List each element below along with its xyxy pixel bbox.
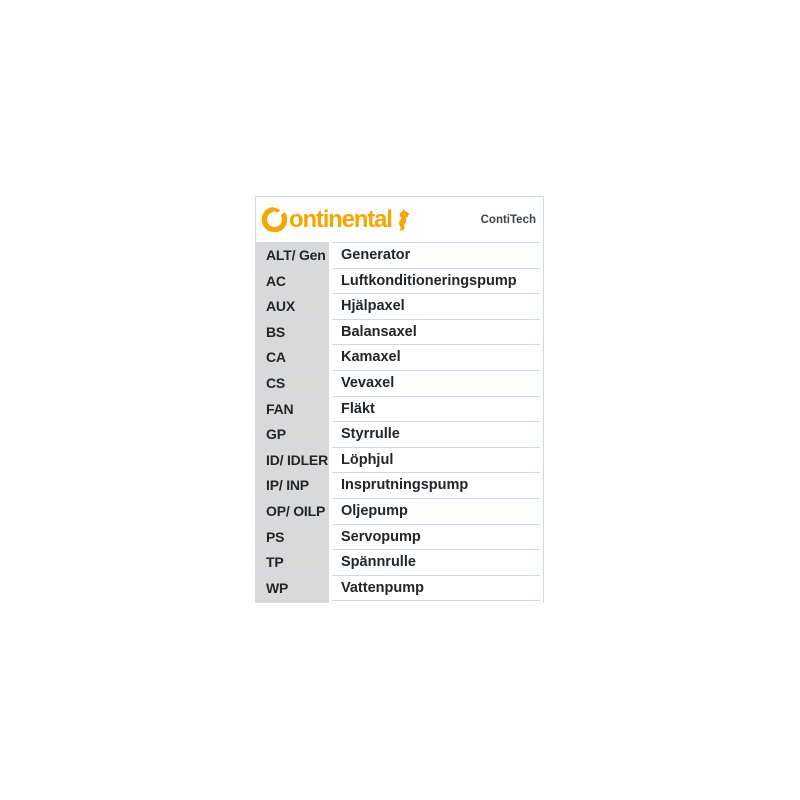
abbr-cell: PS — [256, 524, 329, 550]
abbr-cell: CS — [256, 370, 329, 396]
table-row — [256, 524, 543, 550]
description-cell: Styrrulle — [332, 421, 540, 447]
description-cell: Oljepump — [332, 498, 540, 524]
description-cell: Vevaxel — [332, 370, 540, 396]
legend-rows — [256, 242, 543, 600]
table-row — [256, 344, 543, 370]
description-cell: Insprutningspump — [332, 472, 540, 498]
table-row — [256, 293, 543, 319]
abbreviation-legend-table — [255, 196, 544, 603]
description-cell: Löphjul — [332, 447, 540, 473]
abbr-cell: IP/ INP — [256, 472, 329, 498]
abbr-cell: OP/ OILP — [256, 498, 329, 524]
legend-header — [256, 197, 543, 242]
table-row — [256, 549, 543, 575]
description-cell: Balansaxel — [332, 319, 540, 345]
table-row — [256, 396, 543, 422]
table-row — [256, 242, 543, 268]
table-row — [256, 421, 543, 447]
table-row — [256, 447, 543, 473]
abbr-cell: AC — [256, 268, 329, 294]
description-cell: Fläkt — [332, 396, 540, 422]
table-row — [256, 472, 543, 498]
abbr-cell: ID/ IDLER — [256, 447, 329, 473]
table-row — [256, 370, 543, 396]
table-row — [256, 319, 543, 345]
description-cell: Spännrulle — [332, 549, 540, 575]
description-cell: Luftkonditioneringspump — [332, 268, 540, 294]
abbr-cell: ALT/ Gen — [256, 242, 329, 268]
description-cell: Vattenpump — [332, 575, 540, 601]
abbr-cell: WP — [256, 575, 329, 601]
description-cell: Generator — [332, 242, 540, 268]
table-row — [256, 498, 543, 524]
table-row — [256, 575, 543, 601]
abbr-cell: BS — [256, 319, 329, 345]
continental-c-ring-icon — [261, 206, 288, 233]
description-cell: Hjälpaxel — [332, 293, 540, 319]
description-cell: Servopump — [332, 524, 540, 550]
continental-logo — [261, 206, 410, 233]
brand-wordmark: ontinental — [289, 205, 392, 233]
abbr-cell: CA — [256, 344, 329, 370]
rearing-horse-icon — [395, 206, 410, 233]
table-row — [256, 268, 543, 294]
abbr-cell: TP — [256, 549, 329, 575]
abbr-cell: AUX — [256, 293, 329, 319]
cropped-partial-row — [256, 600, 543, 603]
abbr-cell: FAN — [256, 396, 329, 422]
description-cell — [332, 600, 540, 603]
abbr-cell: GP — [256, 421, 329, 447]
contitech-label: ContiTech — [480, 213, 536, 226]
abbr-cell — [256, 600, 329, 603]
description-cell: Kamaxel — [332, 344, 540, 370]
